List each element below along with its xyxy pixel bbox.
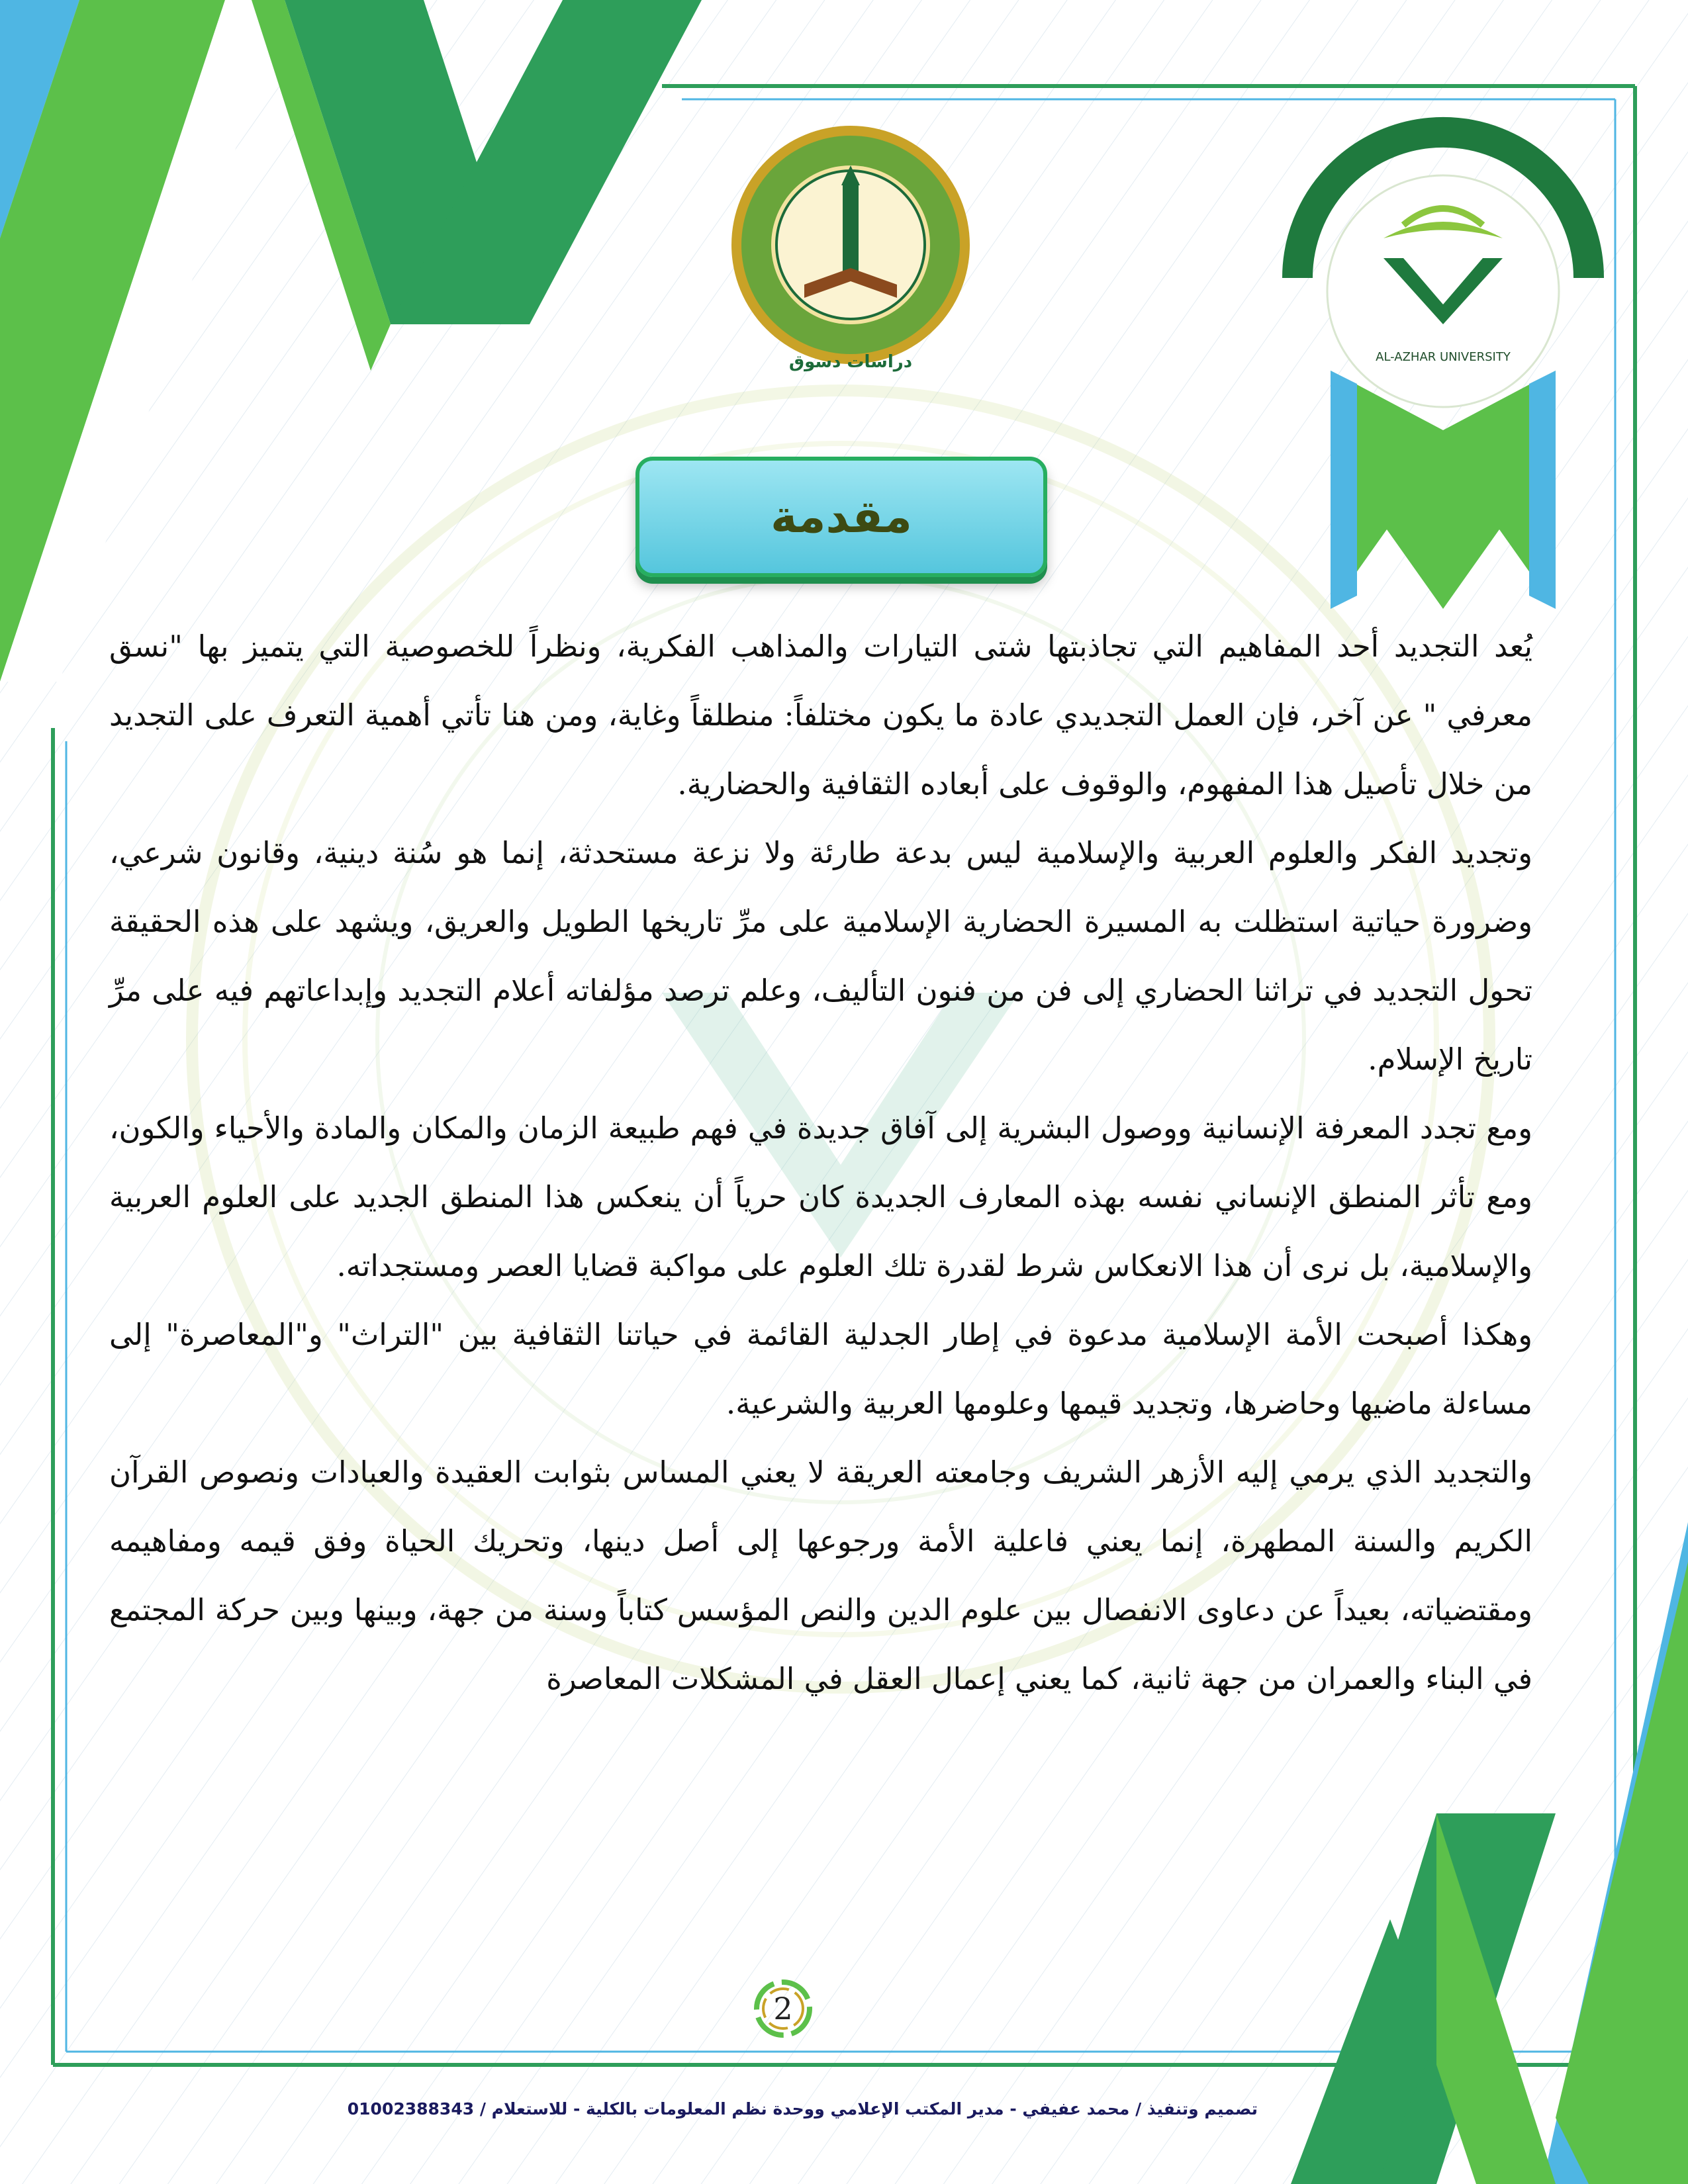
paragraph-5: والتجديد الذي يرمي إليه الأزهر الشريف وجامعته العريقة لا يعني المساس بثوابت العقيدة والعبادات ونصوص القرآن الكريم والسنة المطهرة، إنما يعني فاعلية الأمة ورجوعها إلى أصل دينها، وتحريك الحياة وفق قيمه ومفاهيمه ومقتضياته، بعيداً عن دعاوى الانفصال بين علوم الدين والنص المؤسس كتاباً وسنة من جهة، وبينها وبين حركة المجتمع في البناء والعمران من جهة ثانية، كما يعني إعمال العقل في المشكلات المعاصرة	[109, 1455, 1532, 1696]
section-title: مقدمة	[771, 490, 912, 543]
college-seal-logo	[718, 119, 983, 384]
svg-text:AL-AZHAR UNIVERSITY: AL-AZHAR UNIVERSITY	[1376, 350, 1511, 364]
footer-credit: تصميم وتنفيذ / محمد عفيفي - مدير المكتب الإعلامي ووحدة نظم المعلومات بالكلية - للاستعلام / 01002388343	[347, 2099, 1258, 2118]
page-number: 2	[773, 1991, 793, 2026]
paragraph-3: ومع تجدد المعرفة الإنسانية ووصول البشرية إلى آفاق جديدة في فهم طبيعة الزمان والمكان والمادة والأحياء والكون، ومع تأثر المنطق الإنساني نفسه بهذه المعارف الجديدة كان حرياً أن ينعكس هذا المنطق الجديد على العلوم العربية والإسلامية، بل نرى أن هذا الانعكاس شرط لقدرة تلك العلوم على مواكبة قضايا العصر ومستجداته.	[109, 1111, 1532, 1283]
section-title-box	[635, 457, 1047, 577]
paragraph-4: وهكذا أصبحت الأمة الإسلامية مدعوة في إطار الجدلية القائمة في حياتنا الثقافية بين "التراث" و"المعاصرة" إلى مساءلة ماضيها وحاضرها، وتجديد قيمها وعلومها العربية والشرعية.	[109, 1317, 1532, 1421]
conference-logo	[1271, 106, 1615, 609]
svg-text:دراسات دسوق: دراسات دسوق	[788, 352, 913, 372]
paragraph-2: وتجديد الفكر والعلوم العربية والإسلامية ليس بدعة طارئة ولا نزعة مستحدثة، إنما هو سُنة دينية، وقانون شرعي، وضرورة حياتية استظلت به المسيرة الحضارية الإسلامية على مرِّ تاريخها الطويل والعريق، ويشهد على هذه الحقيقة تحول التجديد في تراثنا الحضاري إلى فن من فنون التأليف، وعلم ترصد مؤلفاته أعلام التجديد وإبداعاتهم فيه على مرِّ تاريخ الإسلام.	[109, 835, 1532, 1077]
paragraph-1: يُعد التجديد أحد المفاهيم التي تجاذبتها شتى التيارات والمذاهب الفكرية، ونظراً للخصوصية التي يتميز بها "نسق معرفي " عن آخر، فإن العمل التجديدي عادة ما يكون مختلفاً: منطلقاً وغاية، ومن هنا تأتي أهمية التعرف على التجديد من خلال تأصيل هذا المفهوم، والوقوف على أبعاده الثقافية والحضارية.	[109, 629, 1532, 801]
body-text	[109, 612, 1532, 1713]
